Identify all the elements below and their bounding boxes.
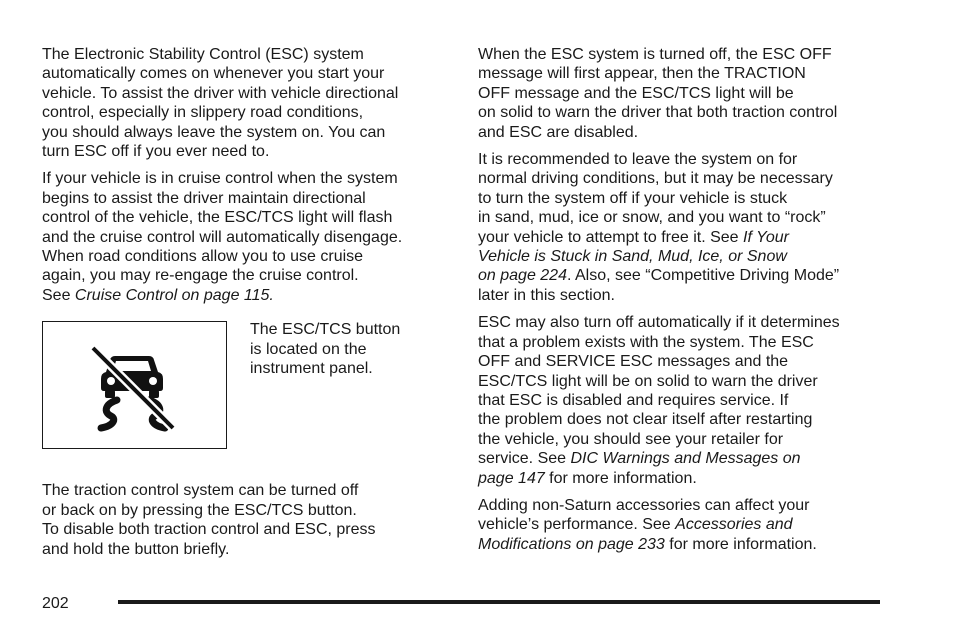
page-number: 202 (42, 595, 69, 612)
esc-off-message-paragraph: When the ESC system is turned off, the ESC OFF message will first appear, then the TRACTION OFF message and the ESC/TCS light will be on solid to warn the driver that both traction control and ESC are disabled. (478, 46, 838, 141)
dic-warnings-reference: DIC Warnings and Messages on (570, 450, 801, 468)
recommendation-paragraph: It is recommended to leave the system on for normal driving conditions, but it may be necessary to turn the system off if your vehicle is stuck in sand, mud, ice or snow, and you want to “rock” your vehicle to attempt to free it. See If Your Vehicle is Stuck in Sand, Mud, Ice, or Snow on page 224. Also, see “Competitive Driving Mode” later in this section. (478, 151, 840, 304)
esc-button-figure (42, 321, 452, 471)
traction-toggle-paragraph: The traction control system can be turned off or back on by pressing the ESC/TCS button. To disable both traction control and ESC, press and hold the button briefly. (42, 482, 376, 558)
figure-caption: The ESC/TCS button is located on the instrument panel. (250, 321, 401, 378)
traction-control-off-icon (87, 342, 179, 434)
footer-rule (118, 600, 880, 604)
cruise-control-reference: Cruise Control on page 115. (74, 286, 274, 304)
cruise-control-paragraph: If your vehicle is in cruise control when the system begins to assist the driver maintain directional control of the vehicle, the ESC/TCS light will flash and the cruise control will automatically disengage. When road conditions allow you to use cruise again, you may re-engage the cruise control. See Cruise Control on page 115. (42, 170, 403, 304)
accessories-reference: Accessories and (675, 516, 793, 534)
figure-frame (42, 321, 227, 449)
right-column (478, 45, 888, 562)
left-column (42, 45, 452, 567)
auto-turn-off-paragraph: ESC may also turn off automatically if it determines that a problem exists with the system. The ESC OFF and SERVICE ESC messages and the ESC/TCS light will be on solid to warn the driver that ESC is disabled and requires service. If the problem does not clear itself after restarting the vehicle, you should see your retailer for service. See DIC Warnings and Messages on page 147 for more information. (478, 314, 840, 487)
esc-intro-paragraph: The Electronic Stability Control (ESC) system automatically comes on whenever you start your vehicle. To assist the driver with vehicle directional control, especially in slippery road conditions, you should always leave the system on. You can turn ESC off if you ever need to. (42, 46, 399, 161)
accessories-paragraph: Adding non-Saturn accessories can affect your vehicle’s performance. See Accessories and Modifications on page 233 for more information. (478, 496, 817, 553)
stuck-vehicle-reference: If Your (743, 228, 789, 246)
